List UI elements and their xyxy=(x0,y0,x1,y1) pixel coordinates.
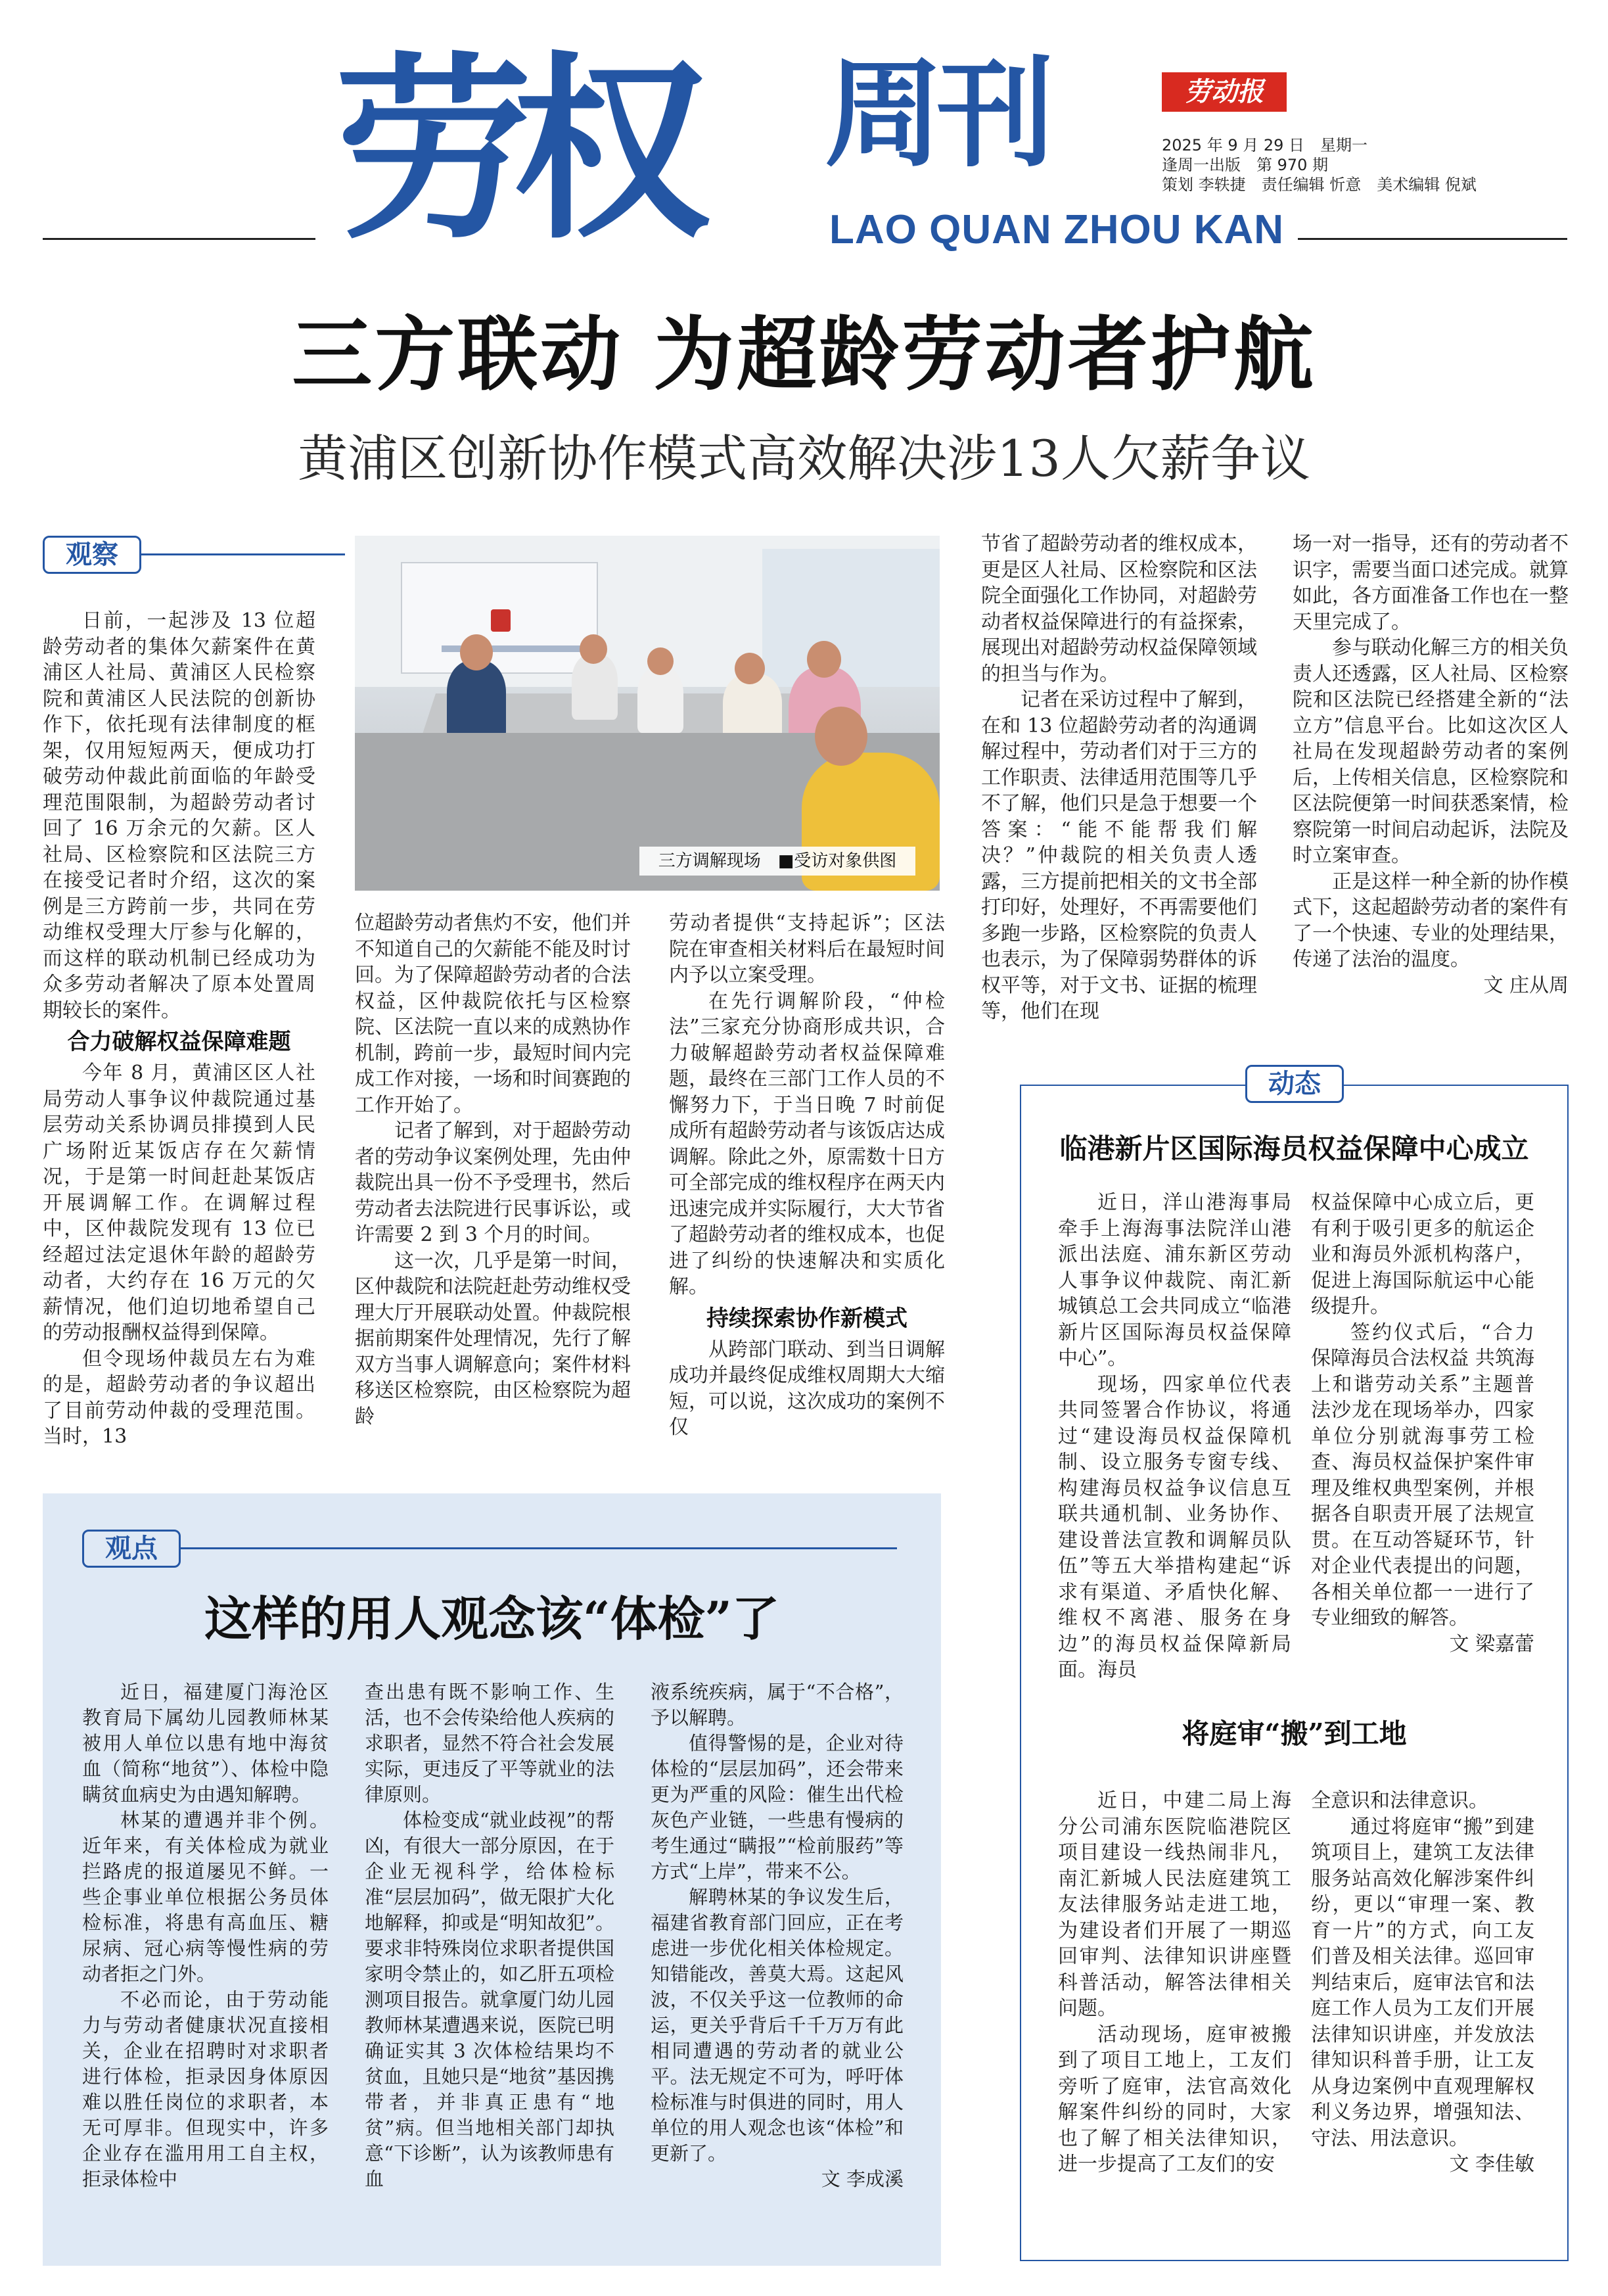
paragraph: 正是这样一种全新的协作模式下，这起超龄劳动者的案件有了一个快速、专业的处理结果，传递了法治的温度。 xyxy=(1293,870,1569,971)
masthead-title: 劳权 xyxy=(335,36,690,266)
guandian-title: 这样的用人观念该“体检”了 xyxy=(204,1591,779,1647)
date-line: 2025 年 9 月 29 日 星期一 xyxy=(1162,136,1368,154)
section-tag-dongtai: 动态 xyxy=(1245,1065,1344,1103)
paragraph: 从跨部门联动、到当日调解成功并最终促成维权周期大大缩短，可以说，这次成功的案例不仅 xyxy=(669,1338,945,1439)
section-tag-rule xyxy=(141,553,345,555)
subheading: 合力破解权益保障难题 xyxy=(67,1029,291,1055)
paragraph: 记者了解到，对于超龄劳动者的劳动争议案例处理，先由仲裁院出具一份不予受理书，然后劳动者去法院进行民事诉讼，或许需要 2 到 3 个月的时间。 xyxy=(355,1119,631,1246)
paragraph: 体检变成“就业歧视”的帮凶，有很大一部分原因，在于企业无视科学，给体检标准“层层加码”，做无限扩大化地解释，抑或是“明知故犯”。要求非特殊岗位求职者提供国家明令禁止的，如乙肝五项检测项目报告。就拿厦门幼儿园教师林某遭遇来说，医院已明确证实其 3 次体检结果均不贫血，且她只是“地贫”基因携带者，并非真正患有“地贫”病。但当地相关部门却执意“下诊断”，认为该教师患有血 xyxy=(365,1809,614,2190)
dongtai-article-2-right xyxy=(1311,1788,1534,2248)
byline: 文 梁嘉蕾 xyxy=(1449,1632,1534,1656)
paragraph: 查出患有既不影响工作、生活，也不会传染给他人疾病的求职者，显然不符合社会发展实际，更违反了平等就业的法律原则。 xyxy=(365,1681,614,1806)
paragraph: 近日，洋山港海事局牵手上海海事法院洋山港派出法庭、浦东新区劳动人事争议仲裁院、南汇新城镇总工会共同成立“临港新片区国际海员权益保障中心”。 xyxy=(1058,1191,1291,1370)
guancha-column-4 xyxy=(981,531,1257,1070)
paragraph: 近日，中建二局上海分公司浦东医院临港院区项目建设一线热闹非凡，南汇新城人民法庭建筑工友法律服务站走进工地，为建设者们开展了一期巡回审判、法律知识讲座暨科普活动，解答法律相关问题。 xyxy=(1058,1789,1291,2020)
guancha-column-2 xyxy=(355,910,631,1456)
dongtai-article-2-title: 将庭审“搬”到工地 xyxy=(1182,1718,1407,1750)
paragraph: 现场，四家单位代表共同签署合作协议，将通过“建设海员权益保障机制、设立服务专窗专线、构建海员权益争议信息互联共通机制、业务协作、建设普法宣教和调解员队伍”等五大举措构建起“诉求有渠道、矛盾快化解、维权不离港、服务在身边”的海员权益保障新局面。海员 xyxy=(1058,1372,1291,1681)
paragraph: 在先行调解阶段，“仲检法”三家充分协商形成共识，合力破解超龄劳动者权益保障难题，最终在三部门工作人员的不懈努力下，于当日晚 7 时前促成所有超龄劳动者与该饭店达成调解。除此之外，原需数十日方可全部完成的维权程序在两天内迅速完成并实际履行，大大节省了超龄劳动者的维权成本，也促进了纠纷的快速解决和实质化解。 xyxy=(669,989,945,1298)
editors-line: 策划 李轶捷 责任编辑 忻意 美术编辑 倪斌 xyxy=(1162,176,1477,194)
paragraph: 但令现场仲裁员左右为难的是，超龄劳动者的争议超出了目前劳动仲裁的受理范围。当时，13 xyxy=(43,1347,315,1448)
dongtai-article-2-left xyxy=(1058,1788,1291,2248)
paragraph: 不必而论，由于劳动能力与劳动者健康状况直接相关，企业在招聘时对求职者进行体检，拒录因身体原因难以胜任岗位的求职者，本无可厚非。但现实中，许多企业存在滥用用工自主权，拒录体检中 xyxy=(82,1988,329,2190)
guancha-column-5 xyxy=(1293,531,1569,1070)
sub-headline: 黄浦区创新协作模式高效解决涉13人欠薪争议 xyxy=(298,429,1310,488)
photo-caption: 三方调解现场 ■受访对象供图 xyxy=(639,847,915,876)
paragraph: 这一次，几乎是第一时间，区仲裁院和法院赶赴劳动维权受理大厅开展联动处置。仲裁院根据前期案件处理情况，先行了解双方当事人调解意向；案件材料移送区检察院，由区检察院为超龄 xyxy=(355,1249,631,1428)
paragraph: 场一对一指导，还有的劳动者不识字，需要当面口述完成。就算如此，各方面准备工作也在一整天里完成了。 xyxy=(1293,532,1569,634)
main-headline: 三方联动 为超龄劳动者护航 xyxy=(292,308,1316,402)
paragraph: 全意识和法律意识。 xyxy=(1311,1789,1488,1812)
guancha-column-3 xyxy=(669,910,945,1456)
paragraph: 权益保障中心成立后，更有利于吸引更多的航运企业和海员外派机构落户，促进上海国际航运中心能级提升。 xyxy=(1311,1191,1534,1318)
paragraph: 通过将庭审“搬”到建筑项目上，建筑工友法律服务站高效化解涉案件纠纷，更以“审理一案、教育一片”的方式，向工友们普及相关法律。巡回审判结束后，庭审法官和法庭工作人员为工友们开展法律知识讲座，并发放法律知识科普手册，让工友从身边案例中直观理解权利义务边界，增强知法、守法、用法意识。 xyxy=(1311,1815,1534,2150)
byline: 文 李佳敏 xyxy=(1449,2153,1534,2176)
guandian-column-1 xyxy=(82,1679,329,2238)
paragraph: 今年 8 月，黄浦区区人社局劳动人事争议仲裁院通过基层劳动关系协调员排摸到人民广场附近某饭店存在欠薪情况，于是第一时间赶赴某饭店开展调解工作。在调解过程中，区仲裁院发现有 13 位已经超过法定退休年龄的超龄劳动者，大约存在 16 万元的欠薪情况，他们迫切地希望自己的劳动报酬权益得到保障。 xyxy=(43,1062,315,1344)
guandian-column-3 xyxy=(651,1679,904,2238)
paragraph: 日前，一起涉及 13 位超龄劳动者的集体欠薪案件在黄浦区人社局、黄浦区人民检察院和黄浦区人民法院的创新协作下，依托现有法律制度的框架，仅用短短两天，便成功打破劳动仲裁此前面临的年龄受理范围限制，为超龄劳动者讨回了 16 万余元的欠薪。区人社局、区检察院和区法院三方在接受记者时介绍，这次的案例是三方跨前一步，共同在劳动维权受理大厅参与化解的，而这样的联动机制已经成功为众多劳动者解决了原本处置周期较长的案件。 xyxy=(43,609,315,1022)
paragraph: 值得警惕的是，企业对待体检的“层层加码”，还会带来更为严重的风险：催生出代检灰色产业链，一些患有慢病的考生通过“瞒报”“检前服药”等方式“上岸”，带来不公。 xyxy=(651,1732,904,1883)
paragraph: 签约仪式后，“合力保障海员合法权益 共筑海上和谐劳动关系”主题普法沙龙在现场举办，四家单位分别就海事劳工检查、海员权益保护案件审理及维权典型案例，并根据各自职责开展了法规宣贯。在互动答疑环节，针对企业代表提出的问题，各相关单位都一一进行了专业细致的解答。 xyxy=(1311,1321,1534,1629)
paragraph: 解聘林某的争议发生后，福建省教育部门回应，正在考虑进一步优化相关体检规定。知错能改，善莫大焉。这起风波，不仅关乎这一位教师的命运，更关乎背后千千万万有此相同遭遇的劳动者的就业公平。法无规定不可为，呼吁体检标准与时俱进的同时，用人单位的用人观念也该“体检”和更新了。 xyxy=(651,1886,904,2165)
byline: 文 庄从周 xyxy=(1483,973,1569,997)
masthead-pinyin: LAO QUAN ZHOU KAN xyxy=(829,207,1285,252)
article-photo xyxy=(355,536,940,891)
edition-line: 逢周一出版 第 970 期 xyxy=(1162,156,1329,174)
paragraph: 节省了超龄劳动者的维权成本，更是区人社局、区检察院和区法院全面强化工作协同，对超龄劳动者权益保障进行的有益探索，展现出对超龄劳动权益保障领域的担当与作为。 xyxy=(981,532,1257,686)
masthead-subtitle: 周刊 xyxy=(825,46,1049,183)
guandian-column-2 xyxy=(365,1679,614,2238)
section-tag-guancha: 观察 xyxy=(43,536,141,574)
paragraph: 位超龄劳动者焦灼不安，他们并不知道自己的欠薪能不能及时讨回。为了保障超龄劳动者的合法权益，区仲裁院依托与区检察院、区法院一直以来的成熟协作机制，跨前一步，最短时间内完成工作对接，一场和时间赛跑的工作开始了。 xyxy=(355,912,631,1117)
paragraph: 近日，福建厦门海沧区教育局下属幼儿园教师林某被用人单位以患有地中海贫血（简称“地贫”）、体检中隐瞒贫血病史为由遇知解聘。 xyxy=(82,1681,329,1806)
paragraph: 林某的遭遇并非个例。近年来，有关体检成为就业拦路虎的报道屡见不鲜。一些企事业单位根据公务员体检标准，将患有高血压、糖尿病、冠心病等慢性病的劳动者拒之门外。 xyxy=(82,1809,329,1985)
paragraph: 记者在采访过程中了解到，在和 13 位超龄劳动者的沟通调解过程中，劳动者们对于三方的工作职责、法律适用范围等几乎不了解，他们只是急于想要一个答案：“能不能帮我们解决？”仲裁院的相关负责人透露，三方提前把相关的文书全部打印好，处理好，不再需要他们多跑一步路，区检察院的负责人也表示，为了保障弱势群体的诉权平等，对于文书、证据的梳理等，他们在现 xyxy=(981,688,1257,1023)
masthead-rule-right xyxy=(1298,238,1567,240)
section-tag-guandian: 观点 xyxy=(82,1530,181,1568)
paragraph: 劳动者提供“支持起诉”；区法院在审查相关材料后在最短时间内予以立案受理。 xyxy=(669,912,945,987)
subheading: 持续探索协作新模式 xyxy=(706,1305,907,1332)
masthead-rule-left xyxy=(43,238,315,240)
dongtai-article-1-right xyxy=(1311,1190,1534,1854)
paragraph: 活动现场，庭审被搬到了项目工地上，工友们旁听了庭审，法官高效化解案件纠纷的同时，大家也了解了相关法律知识，进一步提高了工友们的安 xyxy=(1058,2023,1291,2176)
brand-logo: 劳动报 xyxy=(1162,72,1287,112)
dongtai-article-1-title: 临港新片区国际海员权益保障中心成立 xyxy=(1059,1133,1529,1165)
dongtai-article-1-left xyxy=(1058,1190,1291,1854)
paragraph: 液系统疾病，属于“不合格”，予以解聘。 xyxy=(651,1681,904,1729)
section-tag-rule xyxy=(181,1547,897,1549)
paragraph: 参与联动化解三方的相关负责人还透露，区人社局、区检察院和区法院已经搭建全新的“法立方”信息平台。比如这次区人社局在发现超龄劳动者的案例后，上传相关信息，区检察院和区法院便第一时间获悉案情，检察院第一时间启动起诉，法院及时立案审查。 xyxy=(1293,636,1569,867)
byline: 文 李成溪 xyxy=(821,2168,904,2190)
